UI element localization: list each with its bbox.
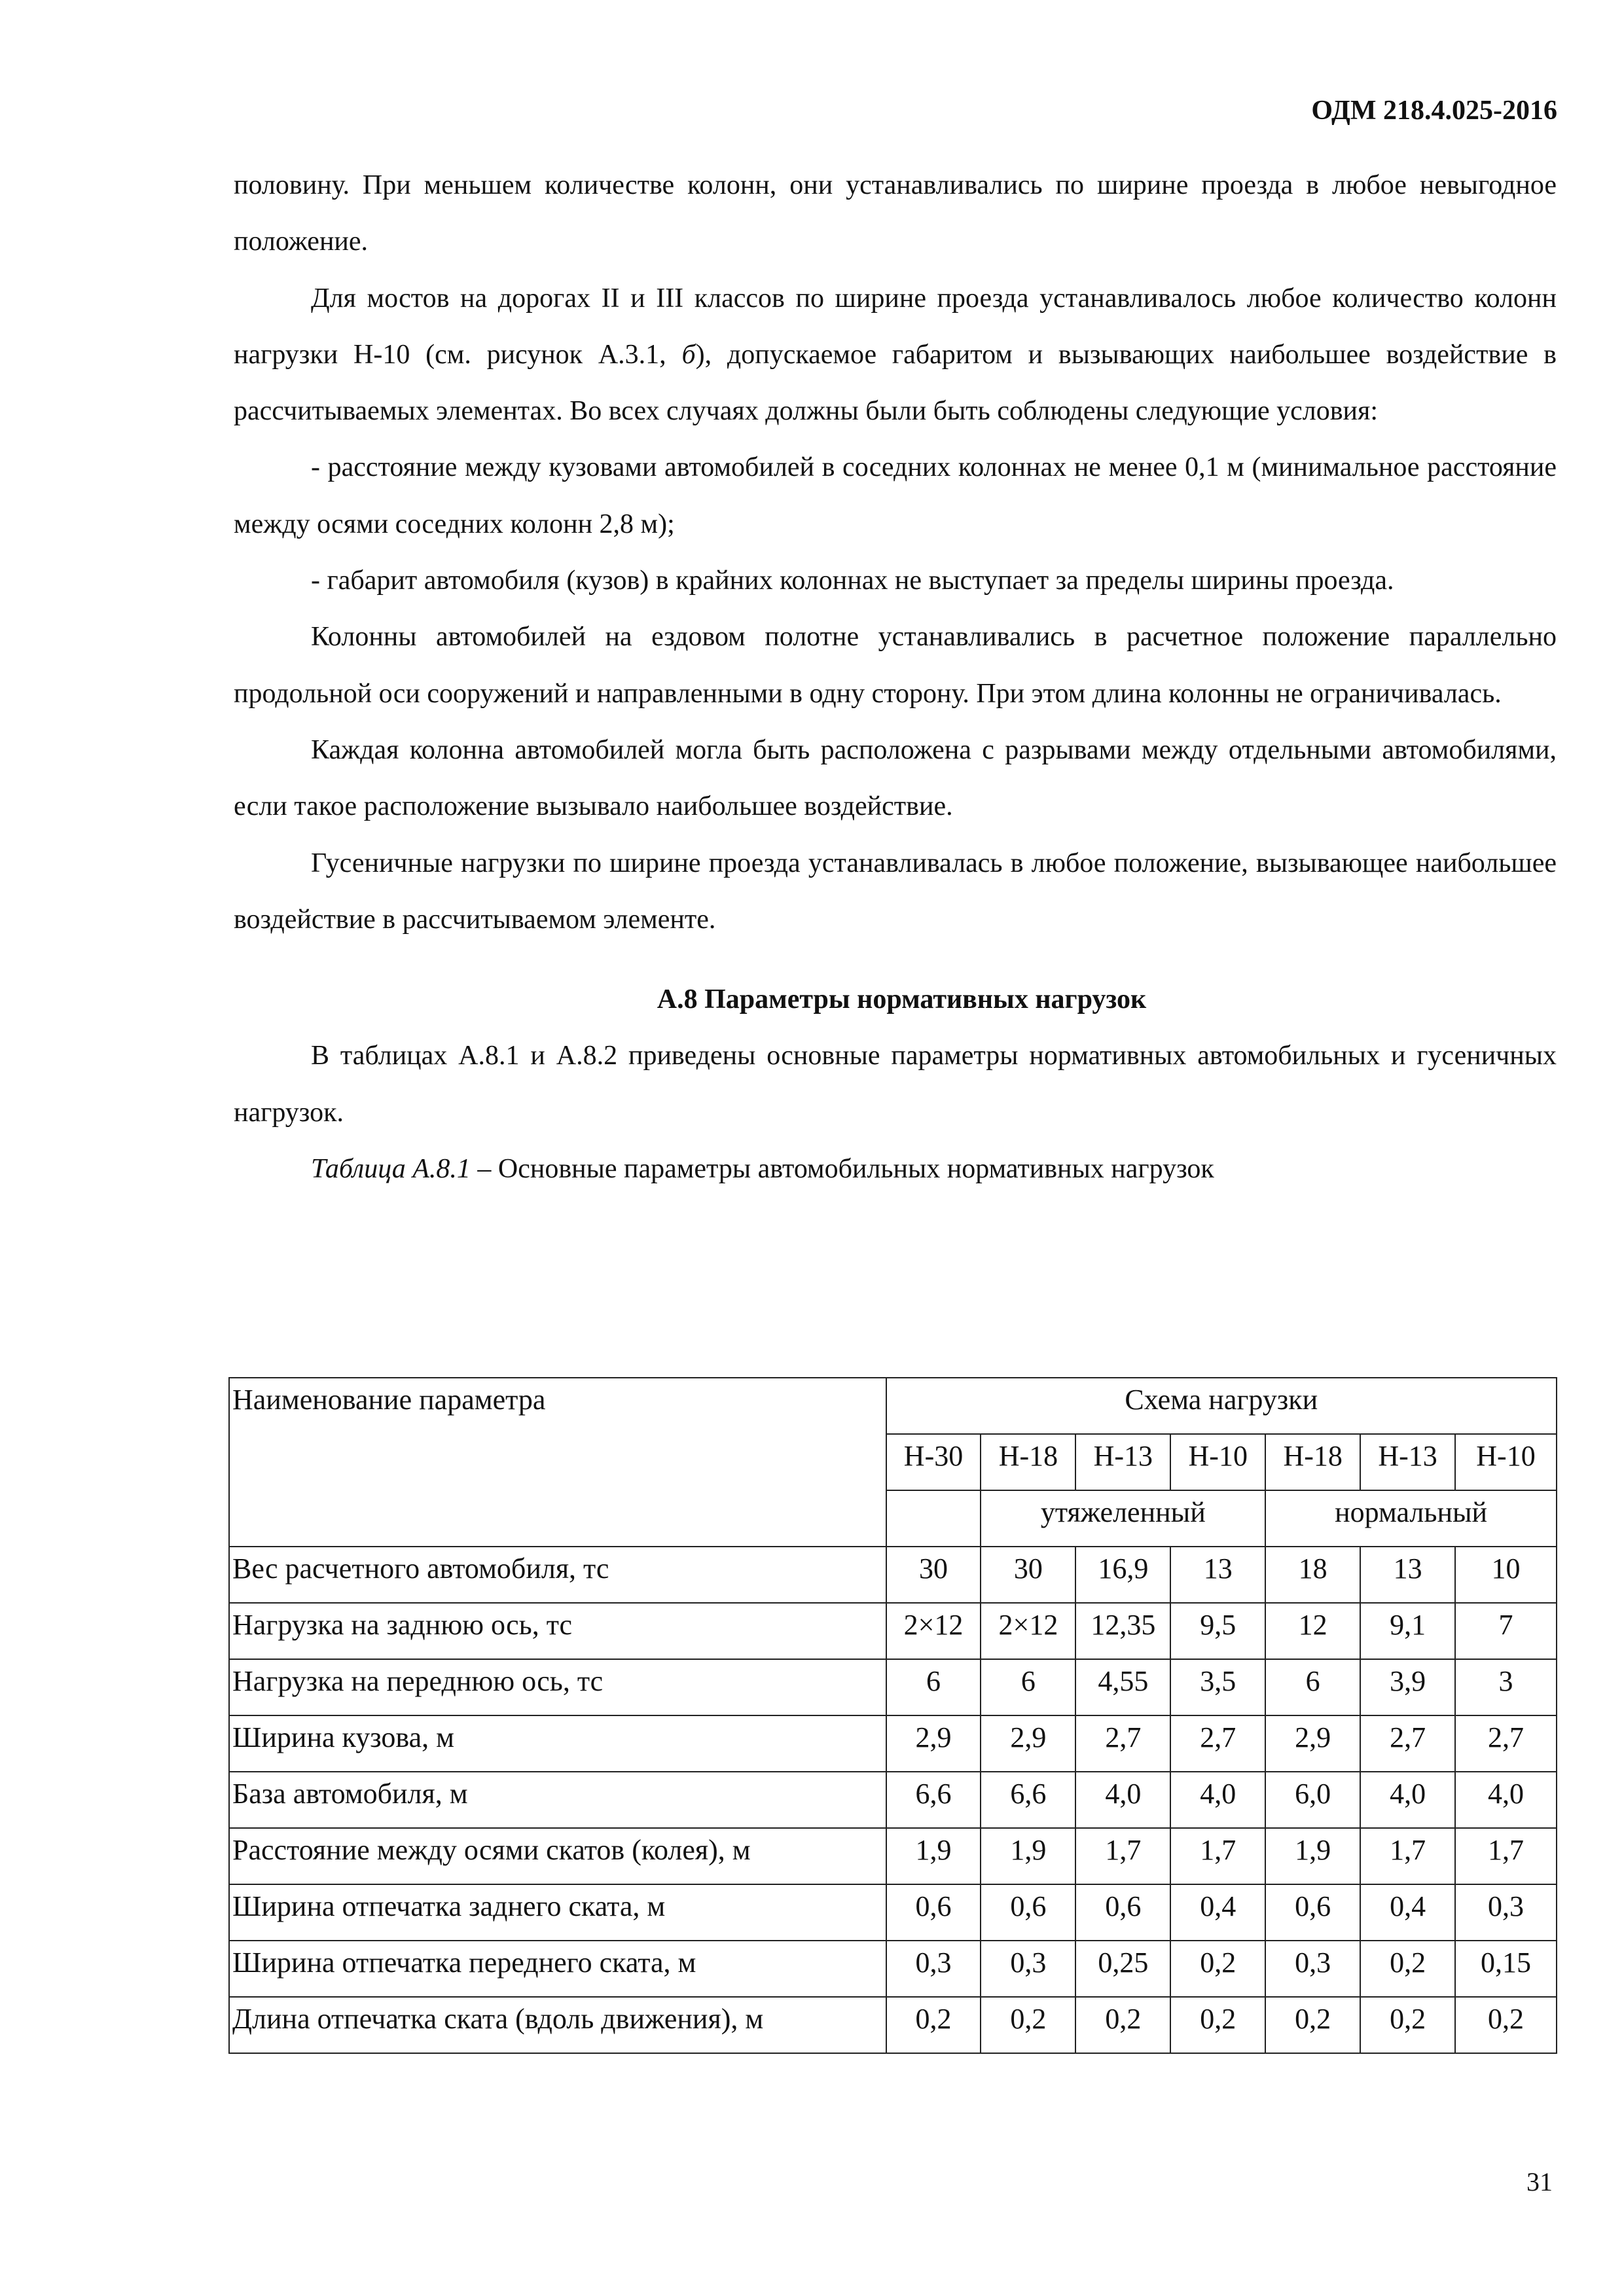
table-cell: 6,6	[981, 1772, 1075, 1828]
row-parameter-name: Ширина кузова, м	[229, 1715, 886, 1772]
empty-cell	[886, 1490, 981, 1547]
table-header-row	[229, 1378, 1557, 1434]
paragraph: В таблицах А.8.1 и А.8.2 приведены основные параметры нормативных автомобильных и гусеничных нагрузок.	[234, 1041, 1557, 1128]
table-cell: 4,0	[1360, 1772, 1455, 1828]
table-cell: 0,3	[981, 1941, 1075, 1997]
table-cell: 10	[1455, 1547, 1557, 1603]
table-cell: 3,9	[1360, 1659, 1455, 1715]
table-cell: 4,55	[1075, 1659, 1170, 1715]
table-cell: 2,7	[1170, 1715, 1265, 1772]
table-cell: 0,2	[981, 1997, 1075, 2053]
table-cell: 9,1	[1360, 1603, 1455, 1659]
table-cell: 1,9	[981, 1828, 1075, 1884]
paragraph: Гусеничные нагрузки по ширине проезда устанавливалась в любое положение, вызывающее наибольшее воздействие в рассчитываемом элементе.	[234, 848, 1557, 935]
table-row	[229, 1772, 1557, 1828]
table-cell: 6	[886, 1659, 981, 1715]
section-heading: А.8 Параметры нормативных нагрузок	[657, 984, 1147, 1015]
scheme-header: Н-10	[1170, 1434, 1265, 1490]
row-parameter-name: Расстояние между осями скатов (колея), м	[229, 1828, 886, 1884]
table-cell: 9,5	[1170, 1603, 1265, 1659]
table-cell: 4,0	[1170, 1772, 1265, 1828]
table-cell: 0,2	[1170, 1941, 1265, 1997]
table-cell: 0,6	[1075, 1884, 1170, 1941]
group-header-normal: нормальный	[1265, 1490, 1557, 1547]
table-cell: 18	[1265, 1547, 1360, 1603]
table-cell: 0,15	[1455, 1941, 1557, 1997]
table-cell: 4,0	[1075, 1772, 1170, 1828]
paragraph-text: Для мостов на дорогах II и III классов по ширине проезда устанавливалось любое количество колонн нагрузки Н-10 (см. рисунок А.3.1,	[234, 283, 1557, 370]
parameters-table	[228, 1377, 1557, 2054]
table-cell: 7	[1455, 1603, 1557, 1659]
paragraph-text: ), допускаемое габаритом и вызывающих наибольшее воздействие в рассчитываемых элементах. Во всех случаях должны были быть соблюдены следующие условия:	[234, 339, 1557, 427]
table-cell: 0,2	[1170, 1997, 1265, 2053]
table-row	[229, 1997, 1557, 2053]
table-cell: 1,7	[1170, 1828, 1265, 1884]
table-cell: 1,7	[1360, 1828, 1455, 1884]
table-cell: 6,6	[886, 1772, 981, 1828]
table-cell: 0,3	[1455, 1884, 1557, 1941]
paragraph: Каждая колонна автомобилей могла быть расположена с разрывами между отдельными автомобилями, если такое расположение вызывало наибольшее воздействие.	[234, 734, 1557, 822]
table-cell: 0,2	[1360, 1997, 1455, 2053]
table-cell: 12,35	[1075, 1603, 1170, 1659]
table-cell: 2,7	[1360, 1715, 1455, 1772]
table-row	[229, 1715, 1557, 1772]
table-cell: 2,9	[1265, 1715, 1360, 1772]
row-parameter-name: Нагрузка на заднюю ось, тс	[229, 1603, 886, 1659]
table-cell: 0,25	[1075, 1941, 1170, 1997]
document-body	[234, 157, 1557, 1197]
table-cell: 0,4	[1360, 1884, 1455, 1941]
scheme-header: Н-10	[1455, 1434, 1557, 1490]
table-cell: 1,9	[886, 1828, 981, 1884]
table-cell: 1,7	[1075, 1828, 1170, 1884]
table-cell: 0,2	[1265, 1997, 1360, 2053]
paragraph	[234, 270, 1557, 440]
table-caption	[234, 1141, 1557, 1197]
row-parameter-name: Ширина отпечатка переднего ската, м	[229, 1941, 886, 1997]
table-caption-text: – Основные параметры автомобильных нормативных нагрузок	[470, 1154, 1214, 1185]
row-parameter-name: Ширина отпечатка заднего ската, м	[229, 1884, 886, 1941]
table-cell: 12	[1265, 1603, 1360, 1659]
table-cell: 0,4	[1170, 1884, 1265, 1941]
table-cell: 0,2	[1455, 1997, 1557, 2053]
table-cell: 6	[1265, 1659, 1360, 1715]
table-cell: 16,9	[1075, 1547, 1170, 1603]
table-cell: 30	[886, 1547, 981, 1603]
row-parameter-name: Длина отпечатка ската (вдоль движения), м	[229, 1997, 886, 2053]
table-row	[229, 1603, 1557, 1659]
scheme-header: Н-18	[1265, 1434, 1360, 1490]
table-cell: 0,2	[886, 1997, 981, 2053]
table-cell: 0,6	[886, 1884, 981, 1941]
table-cell: 2×12	[981, 1603, 1075, 1659]
column-header-parameter: Наименование параметра	[229, 1378, 886, 1547]
paragraph: Колонны автомобилей на ездовом полотне устанавливались в расчетное положение параллельно продольной оси сооружений и направленными в одну сторону. При этом длина колонны не ограничивалась.	[234, 622, 1557, 709]
table-cell: 30	[981, 1547, 1075, 1603]
column-header-scheme: Схема нагрузки	[886, 1378, 1557, 1434]
list-item: - расстояние между кузовами автомобилей в соседних колоннах не менее 0,1 м (минимальное расстояние между осями соседних колонн 2,8 м);	[234, 452, 1557, 539]
table-cell: 1,7	[1455, 1828, 1557, 1884]
table-cell: 2,9	[886, 1715, 981, 1772]
table-row	[229, 1828, 1557, 1884]
scheme-header: Н-13	[1075, 1434, 1170, 1490]
scheme-header: Н-13	[1360, 1434, 1455, 1490]
row-parameter-name: База автомобиля, м	[229, 1772, 886, 1828]
table-cell: 4,0	[1455, 1772, 1557, 1828]
table-cell: 13	[1170, 1547, 1265, 1603]
paragraph-italic: б	[681, 339, 696, 370]
table-cell: 3,5	[1170, 1659, 1265, 1715]
table-cell: 0,2	[1075, 1997, 1170, 2053]
scheme-header: Н-18	[981, 1434, 1075, 1490]
table-cell: 6,0	[1265, 1772, 1360, 1828]
table-row	[229, 1884, 1557, 1941]
table-cell: 2,7	[1455, 1715, 1557, 1772]
table-caption-number: Таблица А.8.1	[311, 1154, 471, 1185]
table-cell: 1,9	[1265, 1828, 1360, 1884]
table-cell: 0,2	[1360, 1941, 1455, 1997]
table-cell: 0,3	[1265, 1941, 1360, 1997]
table-cell: 0,3	[886, 1941, 981, 1997]
row-parameter-name: Вес расчетного автомобиля, тс	[229, 1547, 886, 1603]
table-row	[229, 1547, 1557, 1603]
table-row	[229, 1659, 1557, 1715]
table-cell: 6	[981, 1659, 1075, 1715]
table-cell: 0,6	[981, 1884, 1075, 1941]
document-code: ОДМ 218.4.025-2016	[1311, 96, 1557, 126]
scheme-header: Н-30	[886, 1434, 981, 1490]
list-item: - габарит автомобиля (кузов) в крайних колоннах не выступает за пределы ширины проезда.	[311, 565, 1394, 596]
table-cell: 2×12	[886, 1603, 981, 1659]
row-parameter-name: Нагрузка на переднюю ось, тс	[229, 1659, 886, 1715]
table-cell: 0,6	[1265, 1884, 1360, 1941]
group-header-heavy: утяжеленный	[981, 1490, 1265, 1547]
page-number: 31	[1526, 2167, 1553, 2197]
paragraph: половину. При меньшем количестве колонн, они устанавливались по ширине проезда в любое невыгодное положение.	[234, 170, 1557, 257]
table-cell: 13	[1360, 1547, 1455, 1603]
table-cell: 3	[1455, 1659, 1557, 1715]
table-cell: 2,7	[1075, 1715, 1170, 1772]
table-row	[229, 1941, 1557, 1997]
table-cell: 2,9	[981, 1715, 1075, 1772]
